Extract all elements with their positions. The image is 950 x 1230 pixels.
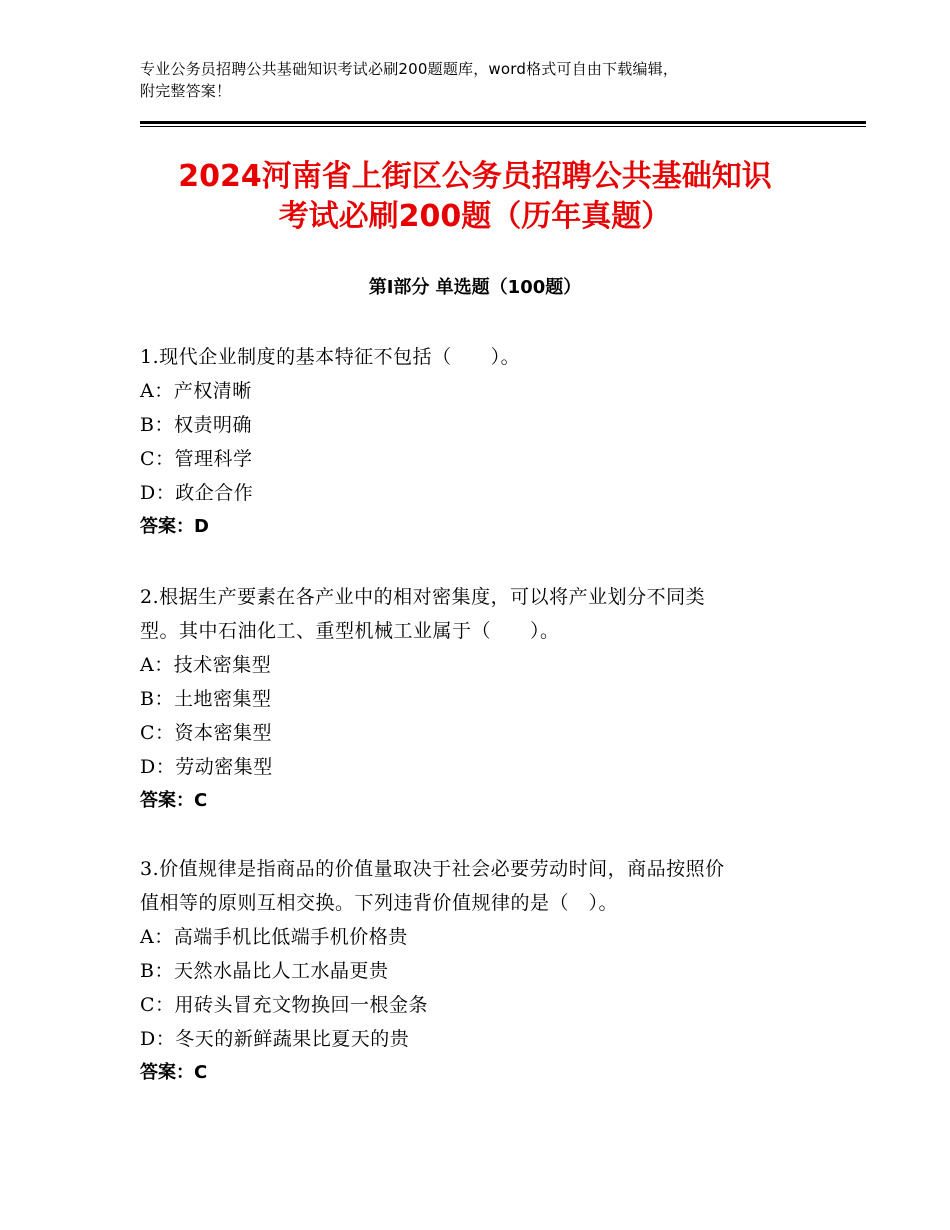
header-divider-thin: [140, 126, 866, 127]
question-stem-line-2: 型。其中石油化工、重型机械工业属于（ ）。: [140, 620, 560, 642]
option-d: D：冬天的新鲜蔬果比夏天的贵: [140, 1028, 410, 1050]
header-line-1: 专业公务员招聘公共基础知识考试必刷200题题库，word格式可自由下载编辑，: [140, 60, 679, 78]
option-a: A：技术密集型: [140, 654, 272, 676]
title-line-2: 考试必刷200题（历年真题）: [278, 199, 672, 234]
option-d: D：政企合作: [140, 482, 254, 504]
question-2: [140, 580, 810, 818]
option-d: D：劳动密集型: [140, 756, 273, 778]
option-a: A：高端手机比低端手机价格贵: [140, 926, 408, 948]
option-c: C：用砖头冒充文物换回一根金条: [140, 994, 429, 1016]
option-b: B：土地密集型: [140, 688, 272, 710]
option-b: B：权责明确: [140, 414, 252, 436]
question-stem-line-2: 值相等的原则互相交换。下列违背价值规律的是（ ）。: [140, 892, 619, 914]
question-stem-line-1: 3.价值规律是指商品的价值量取决于社会必要劳动时间，商品按照价: [140, 858, 725, 880]
title-line-1: 2024河南省上街区公务员招聘公共基础知识: [178, 159, 772, 194]
question-stem: 1.现代企业制度的基本特征不包括（ ）。: [140, 346, 521, 368]
answer-label: 答案：C: [140, 790, 208, 811]
option-b: B：天然水晶比人工水晶更贵: [140, 960, 389, 982]
answer-label: 答案：C: [140, 1062, 208, 1083]
option-c: C：管理科学: [140, 448, 253, 470]
section-heading: 第Ⅰ部分 单选题（100题）: [368, 277, 582, 298]
answer-label: 答案：D: [140, 516, 209, 537]
document-title: [140, 157, 810, 237]
option-c: C：资本密集型: [140, 722, 273, 744]
option-a: A：产权清晰: [140, 380, 252, 402]
header-line-2: 附完整答案！: [140, 82, 232, 100]
header-divider-thick: [140, 121, 866, 124]
question-1: [140, 340, 810, 544]
question-stem-line-1: 2.根据生产要素在各产业中的相对密集度，可以将产业划分不同类: [140, 586, 706, 608]
question-3: [140, 852, 810, 1090]
page-header: [140, 58, 820, 102]
